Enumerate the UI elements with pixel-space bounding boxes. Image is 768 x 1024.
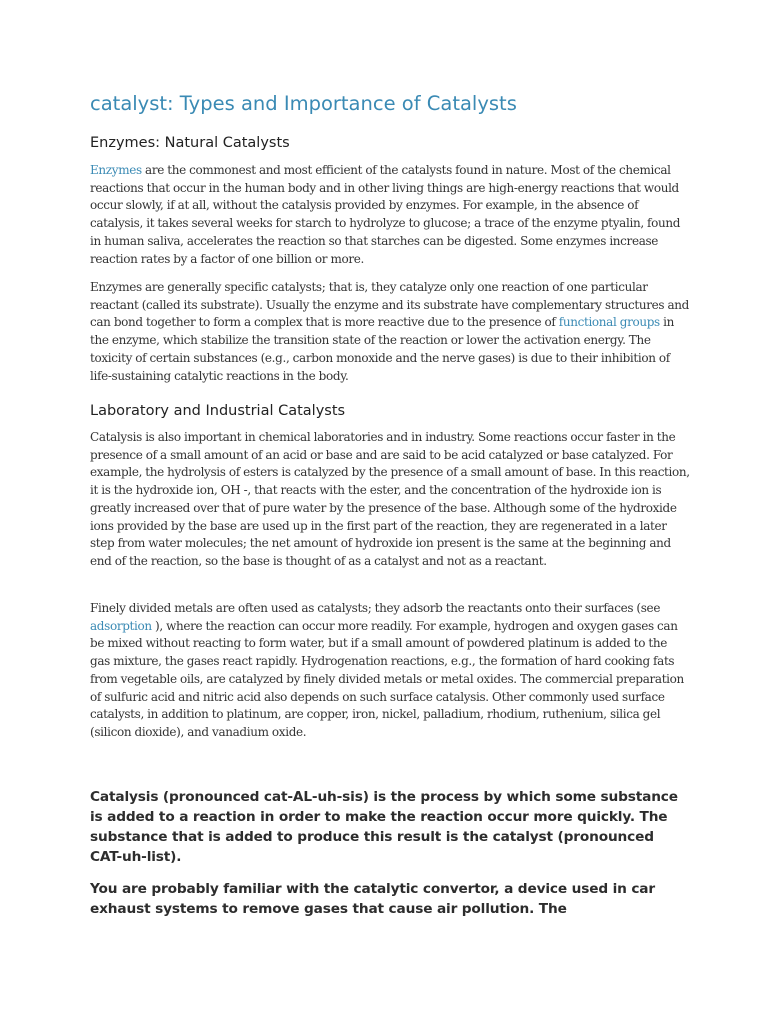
page-title: catalyst: Types and Importance of Catalysts xyxy=(90,92,517,115)
paragraph-lab-2-after: ), where the reaction can occur more readily. For example, hydrogen and oxygen gases can be mixed without reacting to form water, but if a small amount of powdered platinum is added to the gas mixture, the gases react rapidly. Hydrogenation reactions, e.g., the formation of hard cooking fats from vegetable oils, are catalyzed by finely divided metals or metal oxides. The commercial preparation of sulfuric acid and nitric acid also depends on such surface catalysis. Other commonly used surface catalysts, in addition to platinum, are copper, iron, nickel, palladium, rhodium, ruthenium, silica gel (silicon dioxide), and vanadium oxide. xyxy=(90,618,684,739)
paragraph-lab-1: Catalysis is also important in chemical laboratories and in industry. Some reactions occur faster in the presence of a small amount of an acid or base and are said to be acid catalyzed or base catalyzed. For example, the hydrolysis of esters is catalyzed by the presence of a small amount of base. In this reaction, it is the hydroxide ion, OH -, that reacts with the ester, and the concentration of the hydroxide ion is greatly increased over that of pure water by the presence of the base. Although some of the hydroxide ions provided by the base are used up in the first part of the reaction, they are regenerated in a later step from water molecules; the net amount of hydroxide ion present is the same at the beginning and end of the reaction, so the base is thought of as a catalyst and not as a reactant. xyxy=(90,430,690,568)
paragraph-enzymes-1-text: are the commonest and most efficient of the catalysts found in nature. Most of the chemical reactions that occur in the human body and in other living things are high-energy reactions that would occur slowly, if at all, without the catalysis provided by enzymes. For example, in the absence of catalysis, it takes several weeks for starch to hydrolyze to glucose; a trace of the enzyme ptyalin, found in human saliva, accelerates the reaction so that starches can be digested. Some enzymes increase reaction rates by a factor of one billion or more. xyxy=(90,163,681,266)
paragraph-lab-2 xyxy=(90,600,690,742)
bold-paragraph-catalysis: Catalysis (pronounced cat-AL-uh-sis) is the process by which some substance is added to a reaction in order to make the reaction occur more quickly. The substance that is added to produce this result is the catalyst (pronounced CAT-uh-list). xyxy=(90,789,678,865)
link-adsorption[interactable]: adsorption xyxy=(90,618,152,633)
paragraph-enzymes-2-after: in the enzyme, which stabilize the transition state of the reaction or lower the activation energy. The toxicity of certain substances (e.g., carbon monoxide and the nerve gases) is due to their inhibition of life-sustaining catalytic reactions in the body. xyxy=(90,315,674,383)
paragraph-enzymes-1 xyxy=(90,162,690,268)
link-functional-groups[interactable]: functional groups xyxy=(558,315,660,330)
section-heading-lab-industrial: Laboratory and Industrial Catalysts xyxy=(90,403,346,419)
paragraph-lab-2-before: Finely divided metals are often used as catalysts; they adsorb the reactants onto their surfaces (see xyxy=(90,601,661,615)
bold-paragraph-convertor: You are probably familiar with the catalytic convertor, a device used in car exhaust systems to remove gases that cause air pollution. The xyxy=(90,881,655,917)
paragraph-enzymes-2-before: Enzymes are generally specific catalysts; that is, they catalyze only one reaction of one particular reactant (called its substrate). Usually the enzyme and its substrate have complementary structures and can bond together to form a complex that is more reactive due to the presence of xyxy=(90,280,689,330)
paragraph-enzymes-2 xyxy=(90,279,690,385)
section-heading-enzymes: Enzymes: Natural Catalysts xyxy=(90,135,290,151)
link-enzymes[interactable]: Enzymes xyxy=(90,163,142,177)
